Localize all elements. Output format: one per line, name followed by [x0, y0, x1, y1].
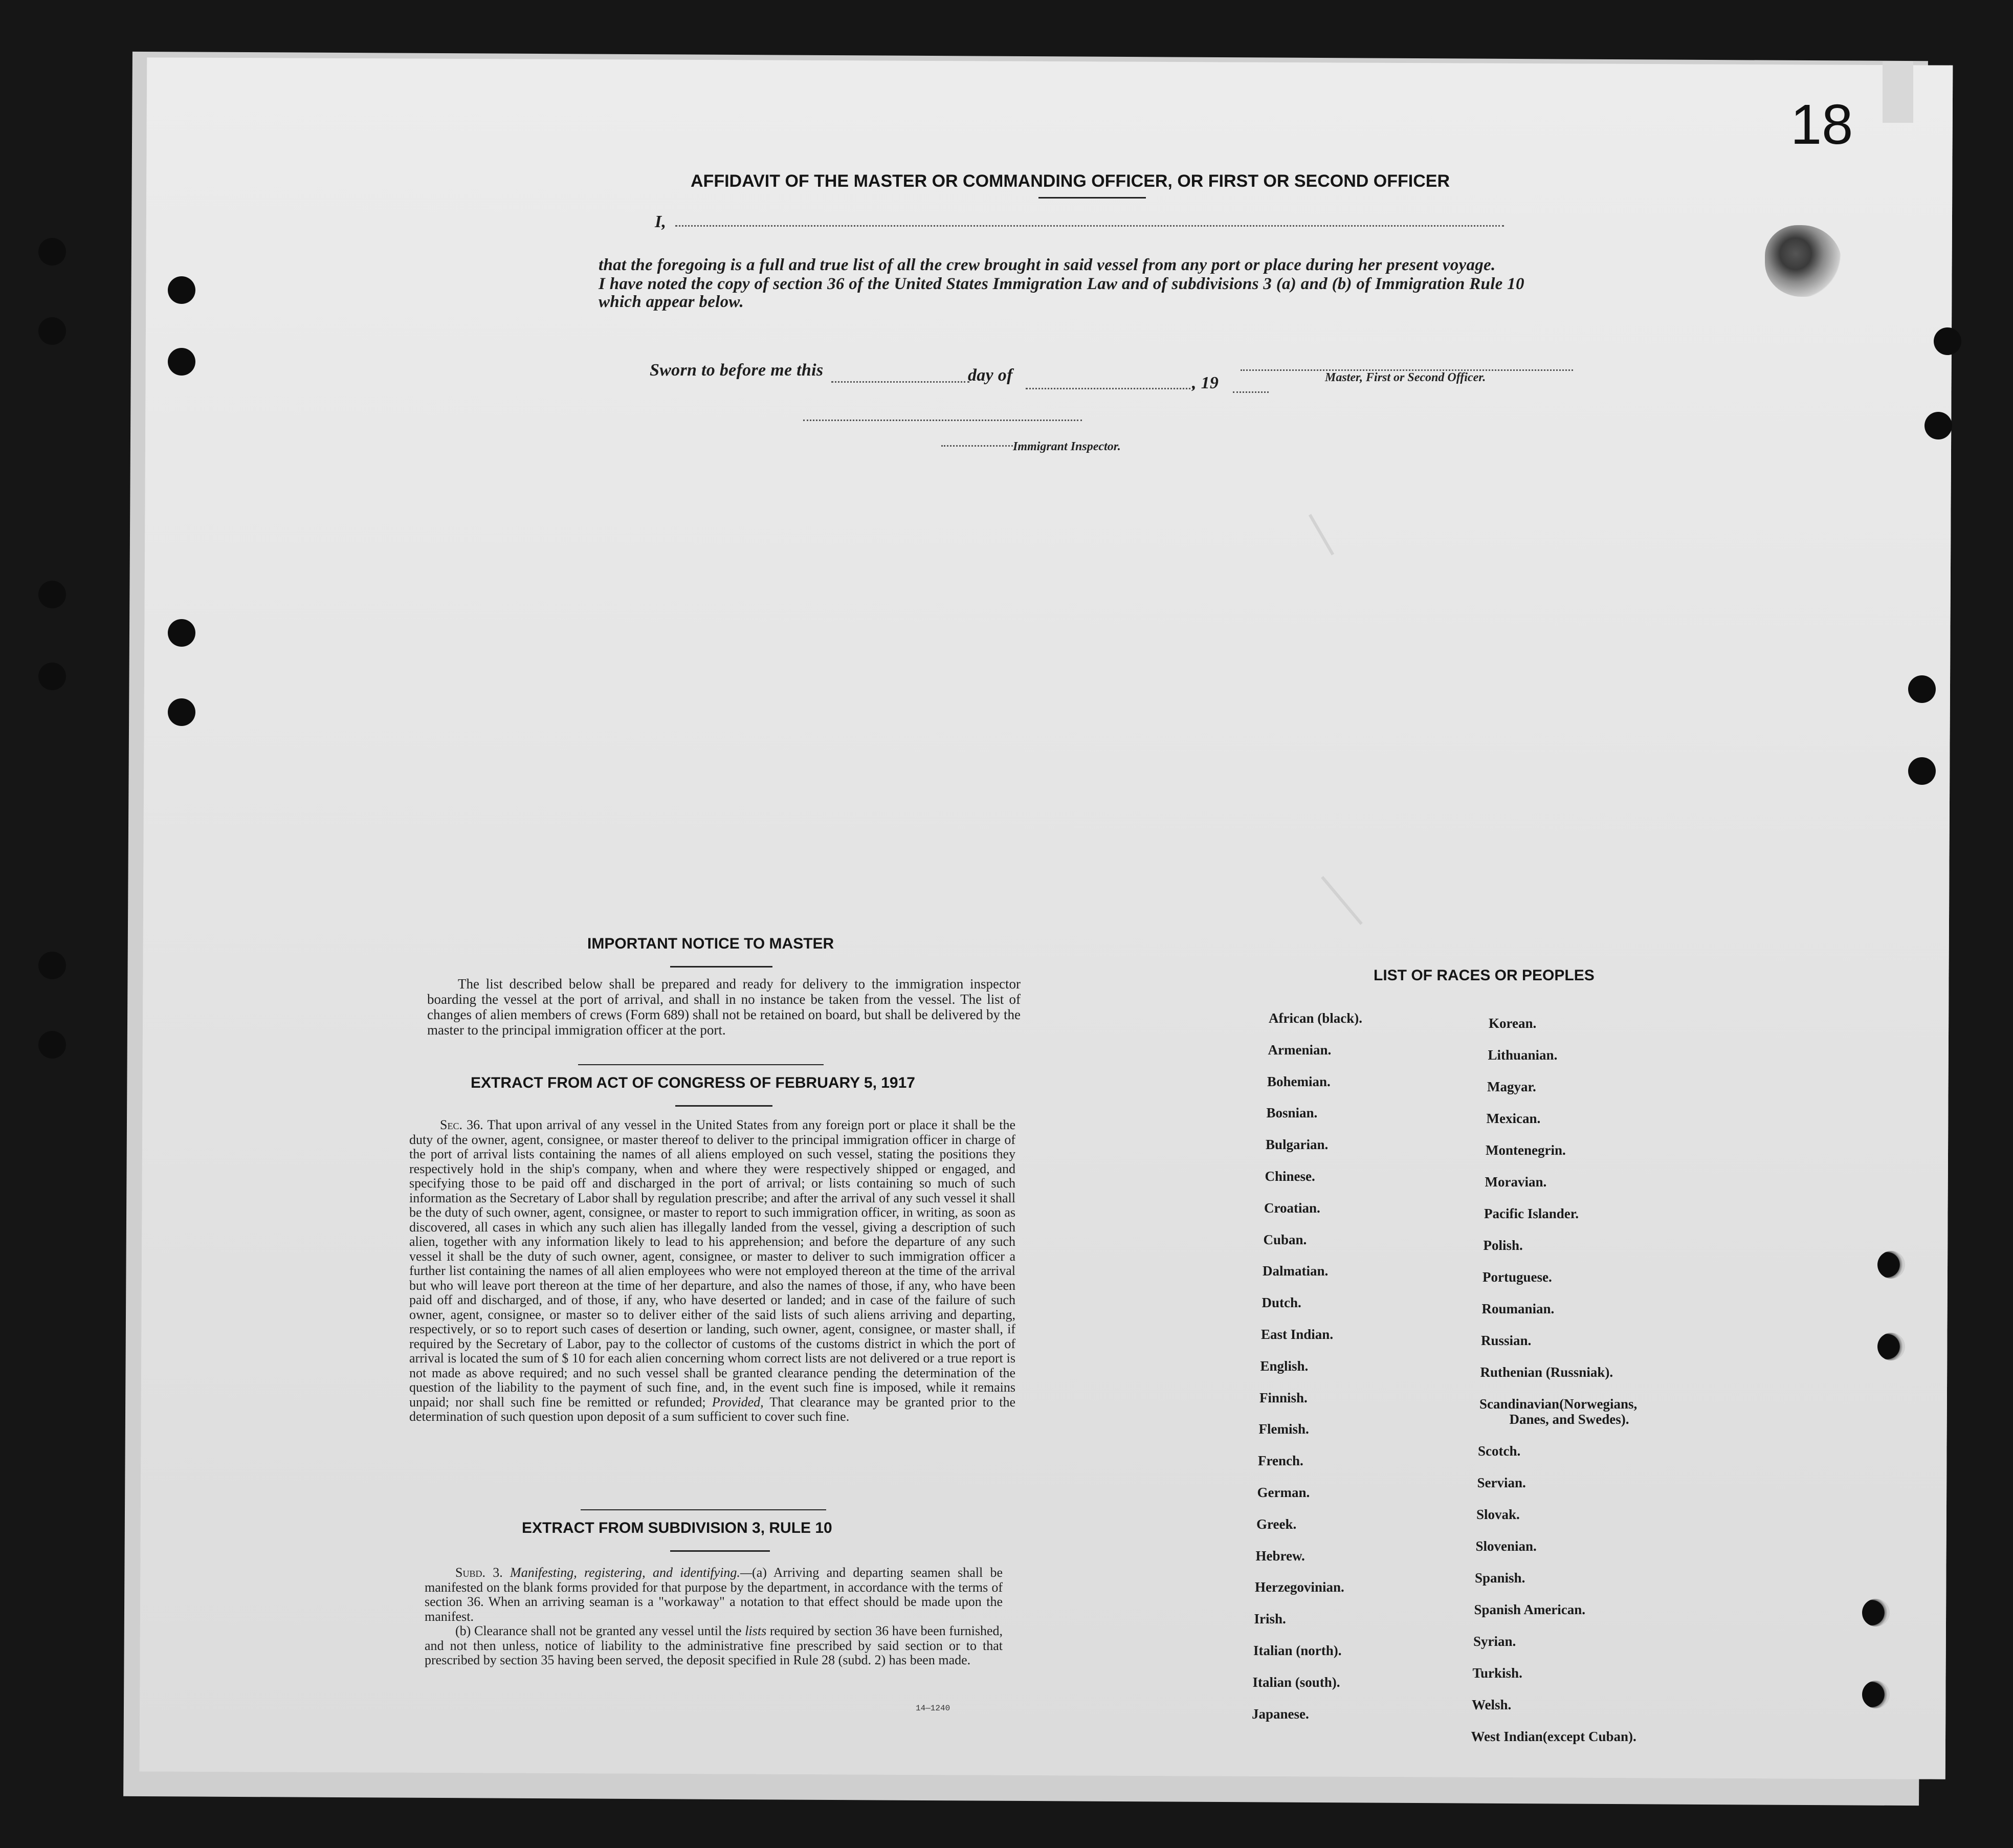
race-item: Bulgarian. [1266, 1137, 1329, 1153]
race-item: English. [1260, 1358, 1309, 1374]
race-item: Spanish. [1475, 1570, 1525, 1586]
subd-title: Manifesting, registering, and identifying.— [510, 1565, 753, 1580]
divider [578, 1064, 824, 1065]
extract-act-title: EXTRACT FROM ACT OF CONGRESS OF FEBRUARY 5, 1917 [471, 1074, 915, 1091]
race-item: Turkish. [1472, 1665, 1522, 1681]
year-fill-line [1233, 391, 1269, 393]
sec-36-text: That upon arrival of any vessel in the United States from any foreign port or place it shall be the duty of the owner, agent, consignee, or master thereof to deliver to the principal immigration officer in charge of the port of arrival lists containing the names of all aliens employed on such vessel, stating the positions they respectively hold in the ship's company, when and where they were respectively shipped or engaged, and specifying those to be paid off and discharged in the port of arrival; or lists containing so much of such information as the Secretary of Labor shall by regulation prescribe; and after the arrival of any such vessel it shall be the duty of such owner, agent, consignee, or master to report to such immigration officer, in writing, as soon as discovered, all cases in which any such alien has illegally landed from the vessel, giving a description of such alien, together with any information likely to lead to his apprehension; and before the departure of any such vessel it shall be the duty of such owner, agent, consignee, or master to deliver to such immigration officer a further list containing the names of all alien employees who were not employed thereon at the time of the arrival but who will leave port thereon at the time of her departure, and also the names of those, if any, who have been paid off and discharged, and of those, if any, who have deserted or landed; and in case of the failure of such owner, agent, consignee, or master so to deliver either of the said lists of such aliens arriving and departing, respectively, or so to report such cases of desertion or landing, such owner, agent, consignee, or master shall, if required by the Secretary of Labor, pay to the collector of customs of the customs district in which the port of arrival is located the sum of $ 10 for each alien concerning whom correct lists are not delivered or a true report is not made as above required; and no such vessel shall be granted clearance pending the determination of the question of the liability to the payment of such fine, and, in the event such fine is imposed, while it remains unpaid; nor shall such fine be remitted or refunded; [409, 1117, 1016, 1410]
divider [1038, 197, 1146, 199]
year-label: , 19 [1192, 373, 1219, 392]
form-number: 14—1240 [916, 1704, 950, 1713]
race-item: Welsh. [1472, 1697, 1512, 1712]
race-item: Servian. [1477, 1475, 1526, 1490]
day-of-label: day of [968, 366, 1013, 385]
affidavit-line-4: which appear below. [599, 293, 744, 311]
race-item: Armenian. [1268, 1042, 1332, 1058]
race-item: Korean. [1489, 1016, 1537, 1031]
divider [670, 966, 772, 967]
scan-mark [1321, 876, 1363, 925]
affidavit-line-3: I have noted the copy of section 36 of the United States Immigration Law and of subdivisions 3 (a) and (b) of Immigration Rule 10 [599, 275, 1524, 293]
race-item: French. [1258, 1453, 1303, 1469]
master-label: Master, First or Second Officer. [1325, 371, 1486, 384]
page-number: 18 [1790, 93, 1853, 156]
inspector-label: Immigrant Inspector. [1013, 440, 1121, 453]
race-item: Dalmatian. [1263, 1263, 1329, 1279]
provided-label: Provided, [712, 1394, 764, 1410]
race-item: Magyar. [1487, 1079, 1536, 1094]
race-item: Italian (north). [1253, 1643, 1342, 1658]
race-item: Hebrew. [1255, 1548, 1305, 1564]
lists-word: lists [745, 1623, 767, 1638]
race-item: Pacific Islander. [1484, 1206, 1579, 1221]
name-fill-line [675, 225, 1504, 227]
sec-label: Sec. 36. [440, 1117, 483, 1132]
race-item: West Indian(except Cuban). [1471, 1729, 1636, 1744]
race-item: Montenegrin. [1486, 1142, 1566, 1158]
divider [581, 1509, 826, 1510]
race-item: African (black). [1269, 1010, 1362, 1026]
subd-text-b1: (b) Clearance shall not be granted any vessel until the [455, 1623, 742, 1638]
subd-label: Subd. 3. [455, 1565, 503, 1580]
divider [675, 1105, 772, 1107]
race-item: Slovenian. [1475, 1538, 1537, 1554]
sec-36-end: That clearance may be granted prior to the determination of such question upon deposit of a sum sufficient to cover such fine. [409, 1394, 1016, 1424]
subd-text-a: (a) Arriving and departing seamen shall be manifested on the blank forms provided for that purpose by the department, in accordance with the terms of section 36. When an arriving seaman is a "workaway" a notation to that effect should be made upon the manifest. [425, 1565, 1003, 1624]
race-item: Ruthenian (Russniak). [1480, 1365, 1613, 1380]
race-item: Bohemian. [1267, 1073, 1331, 1089]
race-item: Japanese. [1252, 1706, 1309, 1722]
race-item: Italian (south). [1252, 1674, 1340, 1690]
inspector-signature-line [803, 420, 1082, 421]
notice-text: The list described below shall be prepared and ready for delivery to the immigration inspector boarding the vessel at the port of arrival, and shall in no instance be taken from the vessel. The list of changes of alien members of crews (Form 689) shall not be retained on board, but shall be delivered by the master to the principal immigration officer at the port. [427, 976, 1021, 1038]
race-item: Portuguese. [1483, 1269, 1552, 1285]
sworn-label: Sworn to before me this [650, 361, 824, 380]
race-item: Herzegovinian. [1255, 1579, 1344, 1595]
races-title: LIST OF RACES OR PEOPLES [1374, 967, 1595, 984]
inspector-fill-line [941, 445, 1013, 447]
race-item: Scandinavian(Norwegians, [1479, 1396, 1638, 1412]
extract-rule-title: EXTRACT FROM SUBDIVISION 3, RULE 10 [522, 1520, 832, 1536]
race-item: Croatian. [1264, 1200, 1320, 1216]
subd-text-b2: required by section 36 have been furnished, and not then unless, notice of liability to the administrative fine prescribed by said section or to that prescribed by section 35 having been served, the deposit specified in Rule 28 (subd. 2) has been made. [425, 1623, 1003, 1667]
race-item: Danes, and Swedes). [1509, 1412, 1629, 1427]
race-item: Cuban. [1263, 1231, 1307, 1247]
notice-title: IMPORTANT NOTICE TO MASTER [587, 935, 834, 952]
race-item: Polish. [1483, 1238, 1523, 1253]
race-item: Lithuanian. [1488, 1047, 1558, 1063]
affidavit-line-2b: that the foregoing is a full and true list of all the crew brought in said vessel from any port or place during her present voyage. [599, 256, 1496, 274]
race-item: East Indian. [1261, 1327, 1334, 1342]
race-item: Dutch. [1262, 1295, 1301, 1311]
race-item: Roumanian. [1481, 1301, 1555, 1316]
affidavit-title: AFFIDAVIT OF THE MASTER OR COMMANDING OFFICER, OR FIRST OR SECOND OFFICER [691, 171, 1450, 191]
race-item: Irish. [1254, 1611, 1286, 1627]
race-item: Slovak. [1476, 1507, 1520, 1522]
divider [670, 1550, 770, 1552]
race-item: Moravian. [1485, 1174, 1547, 1190]
day-fill-line [831, 381, 969, 383]
race-item: Spanish American. [1474, 1602, 1586, 1617]
month-fill-line [1026, 388, 1194, 389]
extract-act-text [409, 1118, 1015, 1424]
race-item: Syrian. [1473, 1634, 1516, 1649]
race-item: Finnish. [1259, 1390, 1308, 1405]
race-item: Scotch. [1478, 1443, 1521, 1459]
race-item: Mexican. [1486, 1111, 1541, 1126]
race-item: German. [1257, 1485, 1310, 1500]
race-item: Chinese. [1265, 1169, 1315, 1184]
extract-rule-text [425, 1566, 1003, 1668]
race-item: Greek. [1256, 1516, 1297, 1532]
affidavit-line-1: I, [655, 212, 667, 231]
scan-mark [1309, 514, 1334, 556]
race-item: Flemish. [1258, 1421, 1309, 1437]
race-item: Bosnian. [1266, 1105, 1318, 1121]
race-item: Russian. [1481, 1333, 1532, 1348]
